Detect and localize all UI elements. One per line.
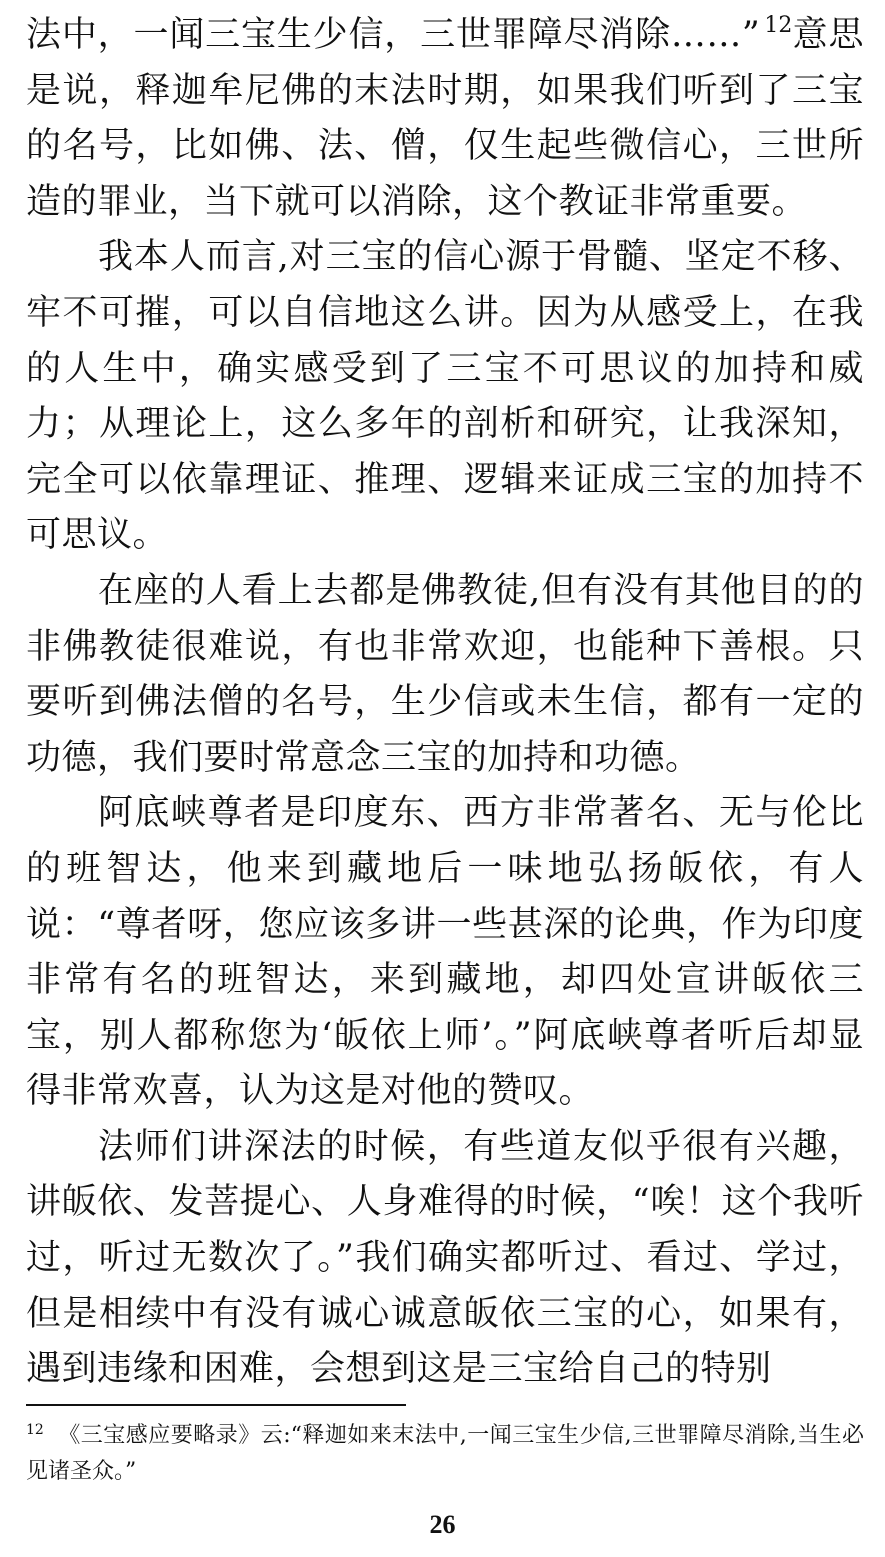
paragraph-5: 法师们讲深法的时候，有些道友似乎很有兴趣，讲皈依、发菩提心、人身难得的时候，“唉！这个我听过，听过无数次了。”我们确实都听过、看过、学过，但是相续中有没有诚心诚意皈依三宝的心，如果有，遇到违缘和困难，会想到这是三宝给自己的特别 — [26, 1126, 864, 1390]
footnote — [26, 1418, 864, 1490]
paragraph-1-text: 法中，一闻三宝生少信，三世罪障尽消除……” — [26, 15, 761, 55]
footnote-reference[interactable]: 12 — [764, 13, 793, 38]
page-number: 26 — [429, 1510, 456, 1539]
paragraph-1-continuation: 意思是说，释迦牟尼佛的末法时期，如果我们听到了三宝的名号，比如佛、法、僧，仅生起些微信心，三世所造的罪业，当下就可以消除，这个教证非常重要。 — [26, 15, 864, 222]
footnote-text: 《三宝感应要略录》云:“释迦如来末法中,一闻三宝生少信,三世罪障尽消除,当生必见诸圣众。” — [26, 1423, 864, 1484]
footnote-mark: 12 — [26, 1422, 44, 1438]
footnote-divider — [26, 1404, 406, 1406]
paragraph-4: 阿底峡尊者是印度东、西方非常著名、无与伦比的班智达，他来到藏地后一味地弘扬皈依，有人说：“尊者呀，您应该多讲一些甚深的论典，作为印度非常有名的班智达，来到藏地，却四处宣讲皈依三宝，别人都称您为‘皈依上师’。”阿底峡尊者听后却显得非常欢喜，认为这是对他的赞叹。 — [26, 793, 864, 1112]
main-text — [26, 8, 864, 1398]
paragraph-2: 我本人而言,对三宝的信心源于骨髓、坚定不移、牢不可摧，可以自信地这么讲。因为从感受上，在我的人生中，确实感受到了三宝不可思议的加持和威力；从理论上，这么多年的剖析和研究，让我深知，完全可以依靠理证、推理、逻辑来证成三宝的加持不可思议。 — [26, 237, 864, 556]
paragraph-3: 在座的人看上去都是佛教徒,但有没有其他目的的非佛教徒很难说，有也非常欢迎，也能种下善根。只要听到佛法僧的名号，生少信或未生信，都有一定的功德，我们要时常意念三宝的加持和功德。 — [26, 570, 864, 778]
paragraph-1 — [26, 8, 864, 230]
